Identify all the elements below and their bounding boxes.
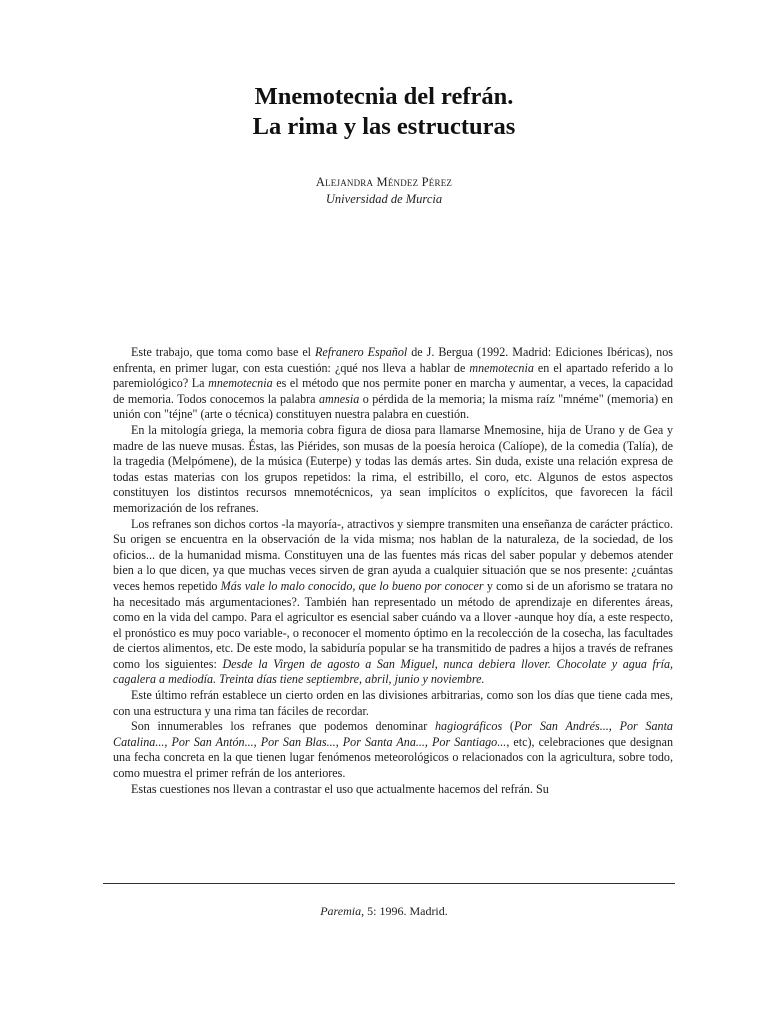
text-run: y como si de un aforismo se tratara no ha necesitado más argumentaciones?. También han representado un método de aprendizaje en diferentes áreas, como en la vida del campo. Para el agricultor es esencial saber cuándo va a llover -aunque hoy día, a este respecto, el pronóstico es muy poco variable-, o reconocer el momento óptimo en la recolección de la cosecha, las facultades de ciertos alimentos, etc. De este modo, la sabiduría popular se ha transmitido de padres a hijos a través de refranes como los siguientes: [113,578,673,671]
text-run: o pérdida de la memoria; la misma raíz "mnéme" (memoria) en unión con "téjne" (arte o técnica) constituyen nuestra palabra en cuestión. [113,391,674,422]
text-run: de J. Bergua (1992. Madrid: Ediciones Ibéricas), nos enfrenta, en primer lugar, con esta cuestión: ¿qué nos lleva a hablar de [113,345,673,375]
page-footer [0,904,768,919]
paragraph-4 [113,688,673,719]
paragraph-3 [113,517,673,689]
text-run: Los refranes son dichos cortos -la mayoría-, atractivos y siempre transmiten una enseñanza de carácter práctico. Su origen se encuentra en la observación de la vida misma; nos hablan de la naturaleza, de la sociedad, de los oficios... de la humanidad misma. Constituyen una de las fuentes más ricas del saber popular y debemos atender bien a lo que dicen, ya que muchas veces sirven de gran ayuda a cualquier situación que se nos presente: ¿cuántas veces hemos repetido [113,516,673,593]
text-run: en el apartado referido a lo paremiológico? La [113,360,673,391]
text-run: En la mitología griega, la memoria cobra figura de diosa para llamarse Mnemosine, hija de Urano y de Gea y madre de las nueve musas. Éstas, las Piérides, son musas de la poesía heroica (Calíope), de la comedia (Talía), de la tragedia (Melpómene), de la música (Euterpe) y todas las demás artes. Sin duda, existe una relación expresa de todas estas materias con los grupos repetidos: la rima, el estribillo, el coro, etc. Algunos de estos aspectos constituyen los distintos recursos mnemotécnicos, ya sean implícitos o explícitos, que favorecen la fácil memorización de los refranes. [113,422,673,515]
body-text [113,345,673,797]
text-run: , etc), celebraciones que designan una fecha concreta en la que tienen lugar fenómenos meteorológicos o relacionados con la agricultura, sobre todo, como muestra el primer refrán de los anteriores. [113,734,673,781]
text-run: es el método que nos permite poner en marcha y aumentar, a veces, la capacidad de memoria. Todos conocemos la palabra [113,376,673,406]
author-block [0,174,768,208]
paragraph-1 [113,345,673,423]
text-run: Este último refrán establece un cierto orden en las divisiones arbitrarias, como son los días que tiene cada mes, con una estructura y una rima tan fáciles de recordar. [113,688,673,718]
paragraph-2 [113,423,673,517]
paragraph-6 [113,782,673,798]
author-affiliation: Universidad de Murcia [325,192,443,206]
title-line-2: La rima y las estructuras [252,113,516,140]
italic-run: Más vale lo malo conocido, que lo bueno por conocer [220,578,484,593]
paragraph-5 [113,719,673,781]
footer-divider [103,883,675,884]
paper-title [0,82,768,142]
text-run: Este trabajo, que toma como base el [131,345,316,359]
text-run: Estas cuestiones nos llevan a contrastar el uso que actualmente hacemos del refrán. Su [131,781,549,796]
title-line-1: Mnemotecnia del refrán. [254,83,514,110]
italic-run: mnemotecnia [469,360,534,375]
text-run: ( [502,719,514,734]
italic-run: amnesia [318,391,360,406]
italic-run: hagiográficos [434,719,503,734]
italic-run: Desde la Virgen de agosto a San Miguel, nunca debiera llover. Chocolate y agua fría, cagalera a mediodía. Treinta días tiene septiembre, abril, junio y noviembre. [113,656,674,687]
italic-run: mnemotecnia [208,376,273,391]
author-name: Alejandra Méndez Pérez [315,175,453,189]
italic-run: Por San Andrés..., Por Santa Catalina..., Por San Antón..., Por San Blas..., Por Santa Ana..., Por Santiago... [113,719,673,749]
italic-run: Refranero Español [315,345,408,359]
footer-citation: , 5: 1996. Madrid. [361,904,448,918]
footer-journal: Paremia [320,904,362,918]
text-run: Son innumerables los refranes que podemos denominar [131,719,435,734]
